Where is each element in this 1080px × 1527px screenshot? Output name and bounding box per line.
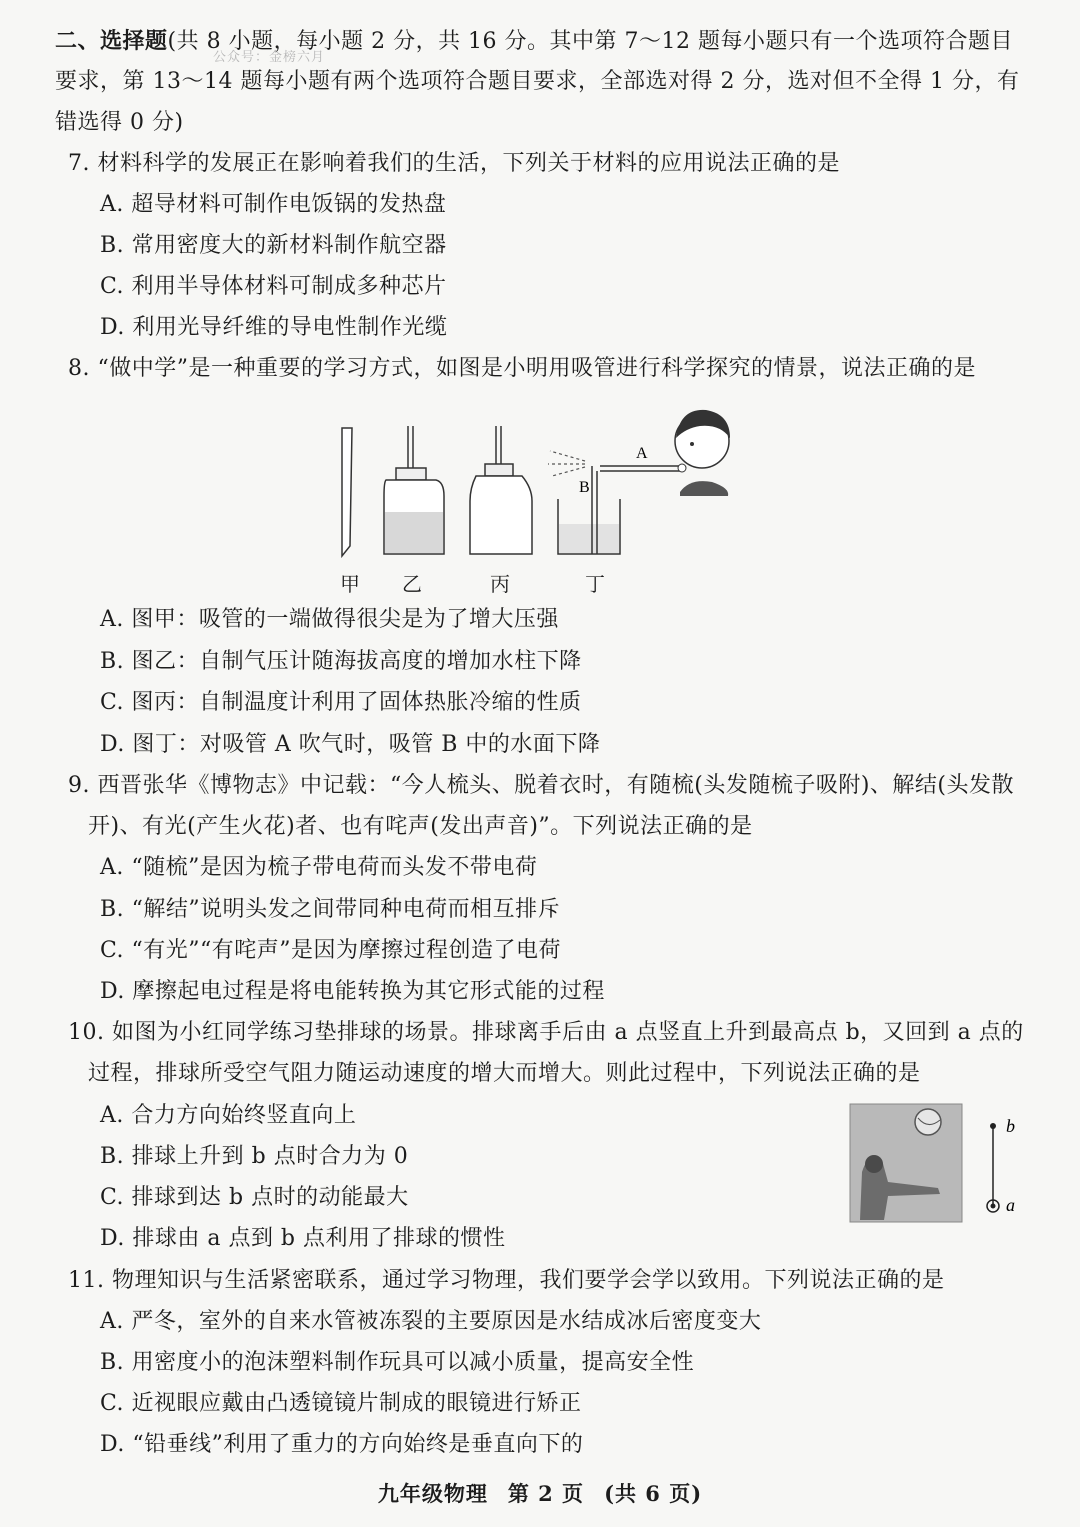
point-b-label: b	[1006, 1116, 1015, 1136]
question-10-option-b: B. 排球上升到 b 点时合力为 0	[100, 1144, 409, 1169]
figure-label-jia: 甲	[340, 572, 360, 596]
question-10-option-a: A. 合力方向始终竖直向上	[100, 1103, 357, 1128]
question-7-option-c: C. 利用半导体材料可制成多种芯片	[100, 274, 447, 299]
footer-total: (共 6 页)	[604, 1481, 703, 1506]
straw-jia	[342, 428, 352, 556]
point-a-label: a	[1006, 1195, 1015, 1215]
question-11-stem: 11. 物理知识与生活紧密联系，通过学习物理，我们要学会学以致用。下列说法正确的是	[68, 1268, 945, 1293]
question-8-option-c: C. 图丙：自制温度计利用了固体热胀冷缩的性质	[100, 690, 582, 715]
question-10-stem-line-2: 过程，排球所受空气阻力随运动速度的增大而增大。则此过程中，下列说法正确的是	[88, 1061, 921, 1086]
footer-page: 第 2 页	[507, 1481, 585, 1506]
question-7-stem: 7. 材料科学的发展正在影响着我们的生活，下列关于材料的应用说法正确的是	[68, 151, 840, 176]
section-heading: 二、选择题	[55, 28, 168, 54]
trajectory-diagram	[987, 1116, 1015, 1215]
question-10-stem-line-1: 10. 如图为小红同学练习垫排球的场景。排球离手后由 a 点竖直上升到最高点 b，又回到 a 点的	[68, 1020, 1024, 1045]
question-7-option-a: A. 超导材料可制作电饭锅的发热盘	[100, 192, 447, 217]
beaker-ding	[548, 445, 680, 554]
bottle-bing	[470, 426, 532, 554]
figure-label-yi: 乙	[402, 572, 422, 596]
question-8-figure	[320, 396, 740, 566]
watermark: 公众号：金榜六月	[213, 50, 326, 65]
tube-b-label: B	[579, 479, 590, 496]
tube-a-label: A	[636, 445, 648, 462]
section-instructions-line-3: 错选得 0 分)	[55, 110, 184, 135]
question-9-option-c: C. “有光”“有咤声”是因为摩擦过程创造了电荷	[100, 938, 562, 963]
question-9-stem-line-2: 开)、有光(产生火花)者、也有咤声(发出声音)”。下列说法正确的是	[88, 814, 753, 839]
question-8-option-d: D. 图丁：对吸管 A 吹气时，吸管 B 中的水面下降	[100, 732, 601, 757]
question-10-option-c: C. 排球到达 b 点时的动能最大	[100, 1185, 409, 1210]
question-10-option-d: D. 排球由 a 点到 b 点利用了排球的惯性	[100, 1226, 506, 1251]
question-11-option-b: B. 用密度小的泡沫塑料制作玩具可以减小质量，提高安全性	[100, 1350, 695, 1375]
question-9-option-d: D. 摩擦起电过程是将电能转换为其它形式能的过程	[100, 979, 605, 1004]
question-11-option-d: D. “铅垂线”利用了重力的方向始终是垂直向下的	[100, 1432, 584, 1457]
figure-label-ding: 丁	[585, 572, 605, 596]
question-8-option-a: A. 图甲：吸管的一端做得很尖是为了增大压强	[100, 607, 559, 632]
question-8-option-b: B. 图乙：自制气压计随海拔高度的增加水柱下降	[100, 649, 582, 674]
question-9-option-b: B. “解结”说明头发之间带同种电荷而相互排斥	[100, 897, 561, 922]
question-11-option-a: A. 严冬，室外的自来水管被冻裂的主要原因是水结成冰后密度变大	[100, 1309, 762, 1334]
question-8-stem: 8. “做中学”是一种重要的学习方式，如图是小明用吸管进行科学探究的情景，说法正确的是	[68, 356, 976, 381]
bottle-yi	[384, 426, 444, 554]
question-11-option-c: C. 近视眼应戴由凸透镜镜片制成的眼镜进行矫正	[100, 1391, 582, 1416]
question-10-figure	[848, 1102, 1028, 1226]
figure-label-bing: 丙	[490, 572, 510, 596]
question-7-option-d: D. 利用光导纤维的导电性制作光缆	[100, 315, 448, 340]
volleyball-photo	[850, 1104, 962, 1222]
boy-blowing	[675, 410, 730, 496]
section-instructions-line-2: 要求，第 13～14 题每小题有两个选项符合题目要求，全部选对得 2 分，选对但不全得 1 分，有	[55, 69, 1020, 94]
question-7-option-b: B. 常用密度大的新材料制作航空器	[100, 233, 447, 258]
section-instructions-line-1: (共 8 小题，每小题 2 分，共 16 分。其中第 7～12 题每小题只有一个选项符合题目	[167, 29, 1014, 54]
page-footer	[0, 1478, 1080, 1508]
footer-subject: 九年级物理	[377, 1481, 488, 1506]
section-heading-line	[55, 26, 1013, 57]
question-9-stem-line-1: 9. 西晋张华《博物志》中记载：“今人梳头、脱着衣时，有随梳(头发随梳子吸附)、解结(头发散	[68, 773, 1014, 798]
question-9-option-a: A. “随梳”是因为梳子带电荷而头发不带电荷	[100, 855, 538, 880]
